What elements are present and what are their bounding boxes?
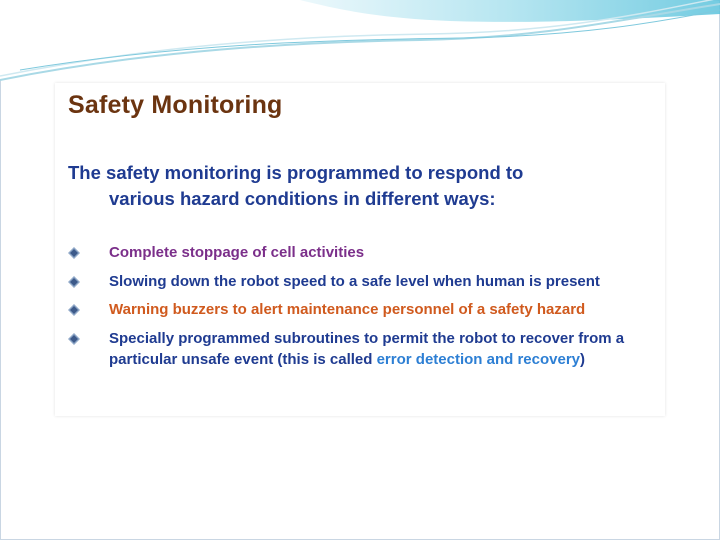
diamond-bullet-icon: [68, 276, 80, 288]
content-box: [55, 83, 665, 416]
slide-title: Safety Monitoring: [68, 91, 283, 119]
bullet-text-end: ): [580, 351, 586, 368]
bullet-text: Warning buzzers to alert maintenance personnel of a safety hazard: [109, 301, 586, 318]
intro-text: [68, 160, 648, 212]
intro-line-2: various hazard conditions in different ways:: [109, 188, 496, 209]
bullet-item: [68, 328, 658, 371]
diamond-bullet-icon: [68, 247, 80, 259]
bullet-list: [68, 242, 658, 378]
bullet-item: [68, 271, 658, 293]
bullet-item: [68, 242, 658, 264]
bullet-text: Specially programmed subroutines to permit the robot to recover from a particular unsafe event (this is called: [109, 329, 625, 368]
diamond-bullet-icon: [68, 333, 80, 345]
header-wave-decoration: [0, 0, 720, 90]
highlighted-term: error detection and recovery: [376, 351, 581, 368]
intro-line-1: The safety monitoring is programmed to respond to: [68, 162, 524, 183]
diamond-bullet-icon: [68, 304, 80, 316]
bullet-text: Complete stoppage of cell activities: [109, 244, 365, 261]
bullet-text: Slowing down the robot speed to a safe level when human is present: [109, 272, 600, 290]
bullet-item: [68, 299, 658, 321]
